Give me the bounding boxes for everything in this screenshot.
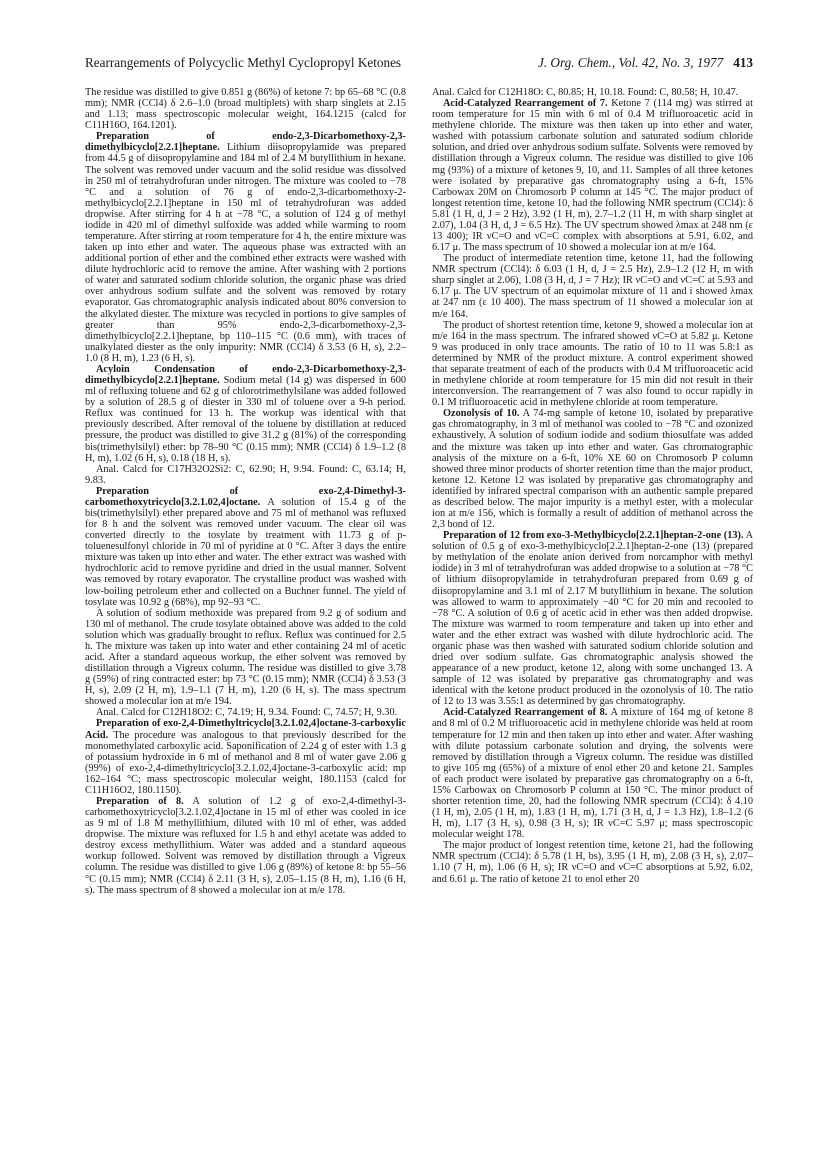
paragraph [85, 364, 406, 464]
section-heading: Preparation of endo-2,3-Dicarbomethoxy-2,3-dimethylbicyclo[2.2.1]heptane. [85, 131, 406, 154]
paragraph [85, 131, 406, 364]
section-heading: Preparation of 8. [96, 796, 184, 807]
paragraph-text: The major product of longest retention time, ketone 21, had the following NMR spectrum (CCl4): δ 5.78 (1 H, bs), 3.95 (1 H, m), 2.08 (3 H, s), 2.07–1.10 (7 H, m), 1.06 (6 H, s); IR νC=O and νC=C absorptions at 5.92, 6.02, and 6.61 μ. The ratio of ketone 21 to enol ether 20 [432, 840, 753, 885]
paragraph-text: The product of shortest retention time, ketone 9, showed a molecular ion at m/e 164 in the mass spectrum. The infrared showed νC=O at 5.82 μ. Ketone 9 was produced in only trace amounts. The ratio of 10 to 11 was 5.8:1 as determined by NMR of the product mixture. A control experiment showed that separate treatment of each of the products with 0.4 M trifluoroacetic acid in methylene chloride at room temperature for 15 min did not result in their interconversion. The rearrangement of 7 was also found to occur rapidly in 0.1 M trifluoroacetic acid in methylene chloride at room temperature. [432, 319, 753, 409]
paragraph [432, 98, 753, 253]
paragraph-text: Anal. Calcd for C12H18O2: C, 74.19; H, 9.34. Found: C, 74.57; H, 9.30. [96, 707, 398, 719]
paragraph [432, 408, 753, 530]
paragraph-text: A solution of sodium methoxide was prepared from 9.2 g of sodium and 130 ml of methanol. The crude tosylate obtained above was added to the cold solution which was gradually brought to reflux. Reflux was continued for 2.5 h. The mixture was taken up into water and ether containing 24 ml of acetic acid. After a standard aqueous workup, the ether solvent was removed by distillation through a Vigreux column. The residue was distilled to give 3.78 g (59%) of ring contracted ester: bp 73 °C (0.15 mm); NMR (CCl4) δ 3.53 (3 H, s), 2.09 (2 H, m), 1.9–1.1 (7 H, m), 1.20 (6 H, s). The mass spectrum showed a molecular ion at m/e 194. [85, 607, 406, 708]
paragraph [85, 707, 406, 718]
paragraph-text: Sodium metal (14 g) was dispersed in 600 ml of refluxing toluene and 62 g of chlorotrimethylsilane was added followed by a solution of 28.5 g of diester in 330 ml of toluene over a 9-h period. Reflux was continued for 13 h. The workup was identical with that previously described. After removal of the toluene by distillation at reduced pressure, the product was distilled to give 31.2 g (81%) of the corresponding bis(trimethylsilyl) ether: bp 78–90 °C (0.15 mm); NMR (CCl4) δ 1.9–1.2 (8 H, m), 1.02 (6 H, s), 0.18 (18 H, s). [85, 375, 406, 464]
paragraph-text: A solution of 15.4 g of the bis(trimethylsilyl) ether prepared above and 75 ml of methanol was refluxed for 8 h and the solvent was removed under vacuum. The clear oil was converted directly to the tosylate by treatment with 11.73 g of p-toluenesulfonyl chloride in 70 ml of pyridine at 0 °C. After 3 days the entire mixture was taken up into ether and water. The ether extract was washed with hydrochloric acid to remove pyridine and dried in the usual manner. Solvent was removed by rotary evaporator. The crystalline product was washed with low-boiling petroleum ether and collected on a Buchner funnel. The yield of tosylate was 10.92 g (68%), mp 92–93 °C. [85, 496, 406, 608]
running-header [0, 55, 816, 75]
section-heading: Preparation of exo-2,4-Dimethyltricyclo[3.2.1.02,4]octane-3-carboxylic Acid. [85, 718, 406, 741]
paragraph-text: Anal. Calcd for C17H32O2Si2: C, 62.90; H, 9.94. Found: C, 63.14; H, 9.83. [85, 463, 406, 486]
section-heading: Acid-Catalyzed Rearrangement of 7. [443, 98, 608, 110]
running-title: Rearrangements of Polycyclic Methyl Cyclopropyl Ketones [85, 55, 402, 70]
paragraph [432, 253, 753, 319]
paragraph-text: The product of intermediate retention time, ketone 11, had the following NMR spectrum (CCl4): δ 6.03 (1 H, d, J = 2.5 Hz), 2.9–1.2 (12 H, m with sharp singlet at 2.06), 1.08 (3 H, d, J = 7 Hz); IR νC=O and νC=C at 5.93 and 6.17 μ. The UV spectrum of an equimolar mixture of 11 and i showed λmax at 247 nm (ε 10 400). The mass spectrum of 11 showed a molecular ion at m/e 164. [432, 253, 753, 320]
section-heading: Acid-Catalyzed Rearrangement of 8. [443, 707, 608, 719]
paragraph-text: Ketone 7 (114 mg) was stirred at room temperature for 15 min with 6 ml of 0.4 M trifluoroacetic acid in methylene chloride. The mixture was then taken up into ether and water, washed with potassium carbonate solution and saturated sodium chloride solution, and dried over anhydrous sodium sulfate. Solvents were removed by distillation through a Vigreux column. The residue was distilled to give 106 mg (93%) of a mixture of ketones 9, 10, and 11. Samples of all three ketones were isolated by preparative gas chromatography using a 6-ft, 15% Carbowax 20M on Chromosorb P column at 145 °C. The major product of longest retention time, ketone 10, had the following NMR spectrum (CCl4): δ 5.81 (1 H, d, J = 2 Hz), 3.92 (1 H, m), 2.7–1.2 (11 H, m with sharp singlet at 2.07), 1.04 (3 H, d, J = 6.5 Hz). The UV spectrum showed λmax at 248 nm (ε 13 400); IR νC=O and νC=C complex with absorptions at 5.91, 6.02, and 6.17 μ. The mass spectrum of 10 showed a molecular ion at m/e 164. [432, 98, 753, 254]
paragraph-text: A mixture of 164 mg of ketone 8 and 8 ml of 0.2 M trifluoroacetic acid in methylene chloride was held at room temperature for 12 min and then taken up into ether and water. After washing with dilute potassium carbonate solution and drying, the solvents were removed by distillation through a Vigreux column. The residue was distilled to give 105 mg (65%) of a mixture of enol ether 20 and ketone 21. Samples of each product were isolated by preparative gas chromatography on a 6-ft, 15% Carbowax on Chromosorb P column at 150 °C. The minor product of shorter retention time, 20, had the following NMR spectrum (CCl4): δ 4.10 (1 H, m), 2.05 (1 H, m), 1.83 (1 H, m), 1.71 (3 H, d, J = 1.3 Hz), 1.8–1.2 (6 H, m), 1.17 (3 H, s), 0.98 (3 H, s); IR νC=C 5.97 μ; mass spectroscopic molecular weight 178. [432, 707, 753, 841]
left-column [85, 87, 406, 896]
paragraph [432, 87, 753, 98]
journal-name: J. Org. Chem., Vol. 42, No. 3, 1977 [537, 55, 724, 70]
paragraph-text: The residue was distilled to give 0.851 g (86%) of ketone 7: bp 65–68 °C (0.8 mm); NMR (CCl4) δ 2.6–1.0 (broad multiplets) with sharp singlets at 2.15 and 1.13; mass spectroscopic molecular weight, 164.1215 (calcd for C11H16O, 164.1201). [85, 87, 406, 132]
paragraph-text: Lithium diisopropylamide was prepared from 44.5 g of diisopropylamine and 184 ml of 2.4 M butyllithium in hexane. The solvent was removed under vacuum and the solid residue was dissolved in 250 ml of tetrahydrofuran under nitrogen. The mixture was cooled to −78 °C and a solution of 76 g of endo-2,3-dicarbomethoxy-2-methylbicyclo[2.2.1]heptane in 150 ml of tetrahydrofuran was added dropwise. After stirring for 4 h at −78 °C, a solution of 124 g of methyl iodide in 420 ml of dimethyl sulfoxide was added while warming to room temperature. After stirring at room temperature for 4 h, the entire mixture was taken up into ether and water. The aqueous phase was extracted with an additional portion of ether and the combined ether extracts were washed with dilute hydrochloric acid to remove the amine. After washing with 2 portions of water and saturated sodium chloride solution, the organic phase was dried over anhydrous sodium sulfate and the solvent was removed by rotary evaporator. Gas chromatographic analysis indicated about 80% conversion to the alkylated diester. The mixture was recycled in portions to give samples of greater than 95% endo-2,3-dicarbomethoxy-2,3-dimethylbicyclo[2.2.1]heptane, bp 110–115 °C (0.6 mm), with traces of unalkylated diester as the only impurity: NMR (CCl4) δ 3.53 (6 H, s), 2.2–1.0 (8 H, m), 1.23 (6 H, s). [85, 142, 406, 364]
paragraph [85, 608, 406, 708]
paragraph-text: A solution of 0.5 g of exo-3-methylbicyclo[2.2.1]heptan-2-one (13) (prepared by methylation of the enolate anion derived from norcamphor with methyl iodide) in 3 ml of tetrahydrofuran was added dropwise to a solution at −78 °C of lithium diisopropylamide in tetrahydrofuran prepared from 0.69 g of diisopropylamine and 3.1 ml of 2.17 M butyllithium in hexane. The solution was allowed to warm to approximately −40 °C for 20 min and recooled to −78 °C. A solution of 0.6 g of acetic acid in ether was then added dropwise. The mixture was warmed to room temperature and taken up into ether and water and the ether extract was washed with dilute hydrochloric acid. The organic phase was then washed with saturated sodium chloride solution and dried over sodium sulfate. Gas chromatographic analysis showed the appearance of a new product, ketone 12, along with some unchanged 13. A sample of 12 was isolated by preparative gas chromatography and was identical with the ketone product produced in the ozonolysis of 10. The ratio of 12 to 13 was 3.55:1 as determined by gas chromatography. [432, 530, 753, 708]
paragraph [432, 530, 753, 707]
journal-citation [538, 55, 753, 71]
paragraph [432, 707, 753, 840]
section-heading: Preparation of exo-2,4-Dimethyl-3-carbomethoxytricyclo[3.2.1.02,4]octane. [85, 485, 406, 508]
paragraph [85, 796, 406, 896]
paragraph-text: A solution of 1.2 g of exo-2,4-dimethyl-3-carbomethoxytricyclo[3.2.1.02,4]octane in 15 ml of ether was cooled in ice as 9 ml of 1.8 M methyllithium, diluted with 10 ml of ether, was added dropwise. The mixture was refluxed for 1.5 h and ethyl acetate was added to destroy excess methyllithium. Water was added and a standard aqueous workup followed. Solvent was removed by distillation through a Vigreux column. The residue was distilled to give 1.06 g (89%) of ketone 8: bp 55–56 °C (0.15 mm); NMR (CCl4) δ 2.11 (3 H, s), 2.05–1.15 (8 H, m), 1.16 (6 H, s). The mass spectrum of 8 showed a molecular ion at m/e 178. [85, 796, 407, 896]
right-column [432, 87, 753, 885]
section-heading: Preparation of 12 from exo-3-Methylbicyclo[2.2.1]heptan-2-one (13). [443, 530, 744, 542]
paragraph [85, 87, 406, 131]
paragraph-text: Anal. Calcd for C12H18O: C, 80.85; H, 10.18. Found: C, 80.58; H, 10.47. [432, 87, 739, 98]
page-number: 413 [733, 55, 753, 70]
paragraph-text: A 74-mg sample of ketone 10, isolated by preparative gas chromatography, in 3 ml of methanol was cooled to −78 °C and ozonized exhaustively. A solution of sodium iodide and sodium thiosulfate was added and the mixture was taken up into ether and water. Gas chromatographic analysis of the mixture on a 6-ft, 10% XE 60 on Chromosorb P column showed three minor products of shorter retention time than the major product, ketone 12. Ketone 12 was isolated by preparative gas chromatography and identified by infrared spectral comparison with an authentic sample prepared as described below. The major impurity is a methyl ester, with a molecular ion at m/e 156, which is formally a result of addition of methanol across the 2,3 bond of 12. [432, 408, 753, 531]
paragraph [85, 486, 406, 608]
paragraph [85, 464, 406, 486]
paragraph-text: The procedure was analogous to that previously described for the monomethylated carboxylic acid. Saponification of 2.24 g of ester with 1.3 g of potassium hydroxide in 6 ml of methanol and 8 ml of water gave 2.06 g (99%) of exo-2,4-dimethyltricyclo[3.2.1.02,4]octane-3-carboxylic acid: mp 162–164 °C; mass spectroscopic molecular weight, 180.1153 (calcd for C11H16O2, 180.1150). [85, 729, 407, 796]
paragraph [432, 840, 753, 884]
section-heading: Ozonolysis of 10. [443, 408, 520, 420]
paragraph [85, 718, 406, 796]
paragraph [432, 320, 753, 409]
section-heading: Acyloin Condensation of endo-2,3-Dicarbomethoxy-2,3-dimethylbicyclo[2.2.1]heptane. [85, 363, 406, 387]
